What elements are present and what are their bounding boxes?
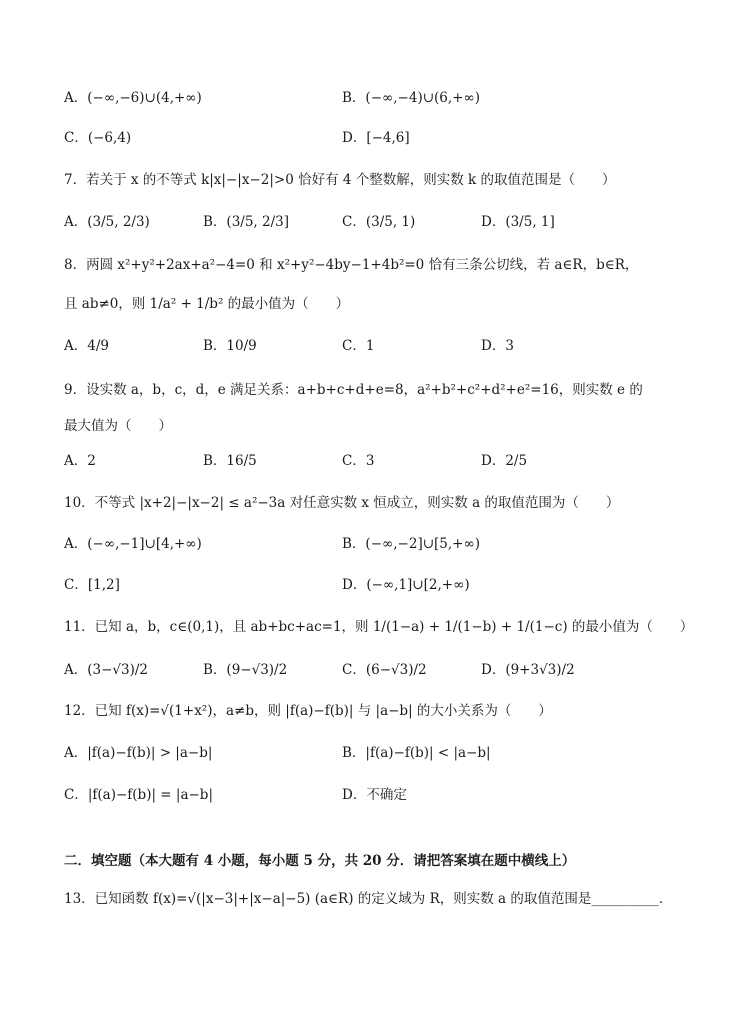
q9-option-a: A．2: [64, 453, 96, 469]
q8-stem-line2: 且 ab≠0，则 1/a² + 1/b² 的最小值为（ ）: [64, 296, 350, 312]
q11-option-b: B．(9−√3)/2: [203, 662, 288, 678]
q9-option-b: B．16/5: [203, 453, 257, 469]
q7-stem: 7．若关于 x 的不等式 k|x|−|x−2|>0 恰好有 4 个整数解，则实数 k 的取值范围是（ ）: [64, 172, 616, 188]
q9-option-d: D．2/5: [481, 453, 528, 469]
q12-option-b: B．|f(a)−f(b)| < |a−b|: [342, 745, 491, 761]
q12-stem: 12．已知 f(x)=√(1+x²)，a≠b，则 |f(a)−f(b)| 与 |a−b| 的大小关系为（ ）: [64, 703, 552, 719]
q8-option-b: B．10/9: [203, 338, 257, 354]
q9-option-c: C．3: [342, 453, 375, 469]
q12-option-c: C．|f(a)−f(b)| = |a−b|: [64, 787, 213, 803]
q8-option-a: A．4/9: [64, 338, 109, 354]
q10-option-d: D．(−∞,1]∪[2,+∞): [342, 577, 470, 593]
q11-option-a: A．(3−√3)/2: [64, 662, 149, 678]
q6-option-b: B．(−∞,−4)∪(6,+∞): [342, 90, 480, 106]
q7-option-d: D．(3/5, 1]: [481, 214, 555, 230]
q6-option-a: A．(−∞,−6)∪(4,+∞): [64, 90, 202, 106]
q6-option-d: D．[−4,6]: [342, 130, 410, 146]
q10-option-b: B．(−∞,−2]∪[5,+∞): [342, 536, 480, 552]
q11-option-c: C．(6−√3)/2: [342, 662, 427, 678]
q11-stem: 11．已知 a，b，c∈(0,1)，且 ab+bc+ac=1，则 1/(1−a) + 1/(1−b) + 1/(1−c) 的最小值为（ ）: [64, 619, 694, 635]
q7-option-c: C．(3/5, 1): [342, 214, 416, 230]
q9-stem-line2: 最大值为（ ）: [64, 418, 172, 434]
q10-stem: 10．不等式 |x+2|−|x−2| ≤ a²−3a 对任意实数 x 恒成立，则实数 a 的取值范围为（ ）: [64, 495, 620, 511]
q7-option-b: B．(3/5, 2/3]: [203, 214, 289, 230]
q9-stem-line1: 9．设实数 a，b，c，d，e 满足关系：a+b+c+d+e=8，a²+b²+c²+d²+e²=16，则实数 e 的: [64, 382, 643, 398]
q11-option-d: D．(9+3√3)/2: [481, 662, 575, 678]
q7-option-a: A．(3/5, 2/3): [64, 214, 150, 230]
q10-option-a: A．(−∞,−1]∪[4,+∞): [64, 536, 202, 552]
section-heading: 二．填空题（本大题有 4 小题，每小题 5 分，共 20 分．请把答案填在题中横线上）: [64, 853, 576, 869]
q13-stem: 13．已知函数 f(x)=√(|x−3|+|x−a|−5) (a∈R) 的定义域为 R，则实数 a 的取值范围是__________．: [64, 891, 673, 907]
q10-option-c: C．[1,2]: [64, 577, 120, 593]
q6-option-c: C．(−6,4): [64, 130, 132, 146]
q8-stem-line1: 8．两圆 x²+y²+2ax+a²−4=0 和 x²+y²−4by−1+4b²=0 恰有三条公切线，若 a∈R，b∈R，: [64, 257, 639, 273]
q12-option-a: A．|f(a)−f(b)| > |a−b|: [64, 745, 213, 761]
q8-option-c: C．1: [342, 338, 375, 354]
q8-option-d: D．3: [481, 338, 514, 354]
q12-option-d: D．不确定: [342, 787, 407, 803]
